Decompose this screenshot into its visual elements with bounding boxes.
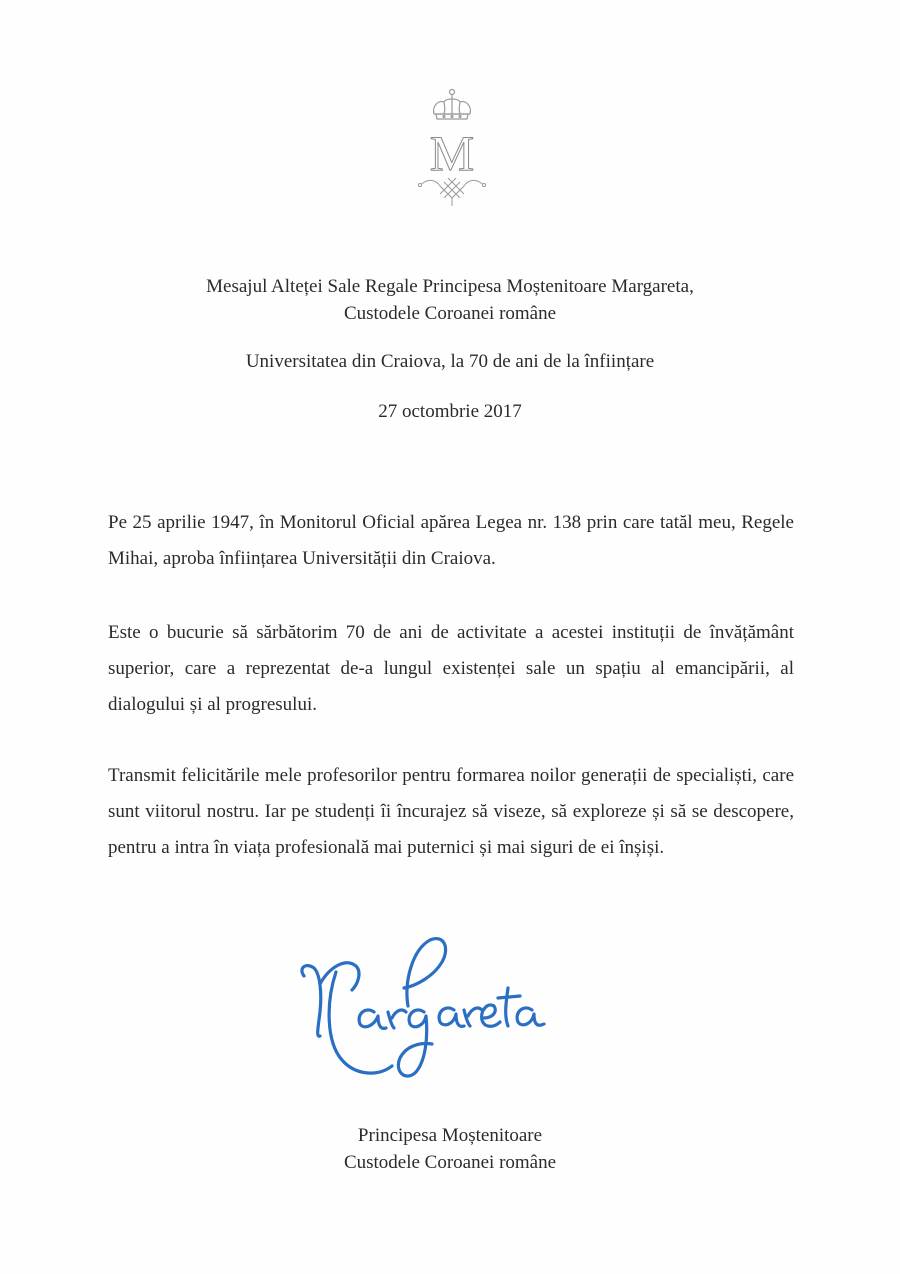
body-paragraph-2: Este o bucurie să sărbătorim 70 de ani de activitate a acestei instituții de învățământ superior, care a reprezentat de-a lungul existenței sale un spațiu al emancipării, al dialogului și al progresului. xyxy=(108,622,794,715)
message-date: 27 octombrie 2017 xyxy=(378,401,522,422)
body-paragraph-3: Transmit felicitările mele profesorilor pentru formarea noilor generații de specialiști, care sunt viitorul nostru. Iar pe studenți îi încurajez să viseze, să exploreze și să se descopere, pentru a intra în viața profesională mai puternici și mai siguri de ei înșiși. xyxy=(108,765,794,858)
message-title-line1: Mesajul Alteței Sale Regale Principesa Moștenitoare Margareta, xyxy=(206,276,694,297)
body-paragraph-1: Pe 25 aprilie 1947, în Monitorul Oficial apărea Legea nr. 138 prin care tatăl meu, Regele Mihai, aproba înființarea Universității din Craiova. xyxy=(108,512,794,569)
message-title xyxy=(100,273,800,327)
monogram-letter: M xyxy=(429,125,475,181)
message-title-line2: Custodele Coroanei române xyxy=(343,303,557,324)
signature-name: Margareta xyxy=(296,932,301,933)
occasion-line: Universitatea din Craiova, la 70 de ani de la înființare xyxy=(245,351,655,372)
closing-title: Principesa Moștenitoare xyxy=(357,1125,543,1146)
crown-monogram-icon xyxy=(414,88,490,218)
handwritten-signature xyxy=(296,932,556,1092)
closing-role: Custodele Coroanei române xyxy=(343,1152,557,1173)
